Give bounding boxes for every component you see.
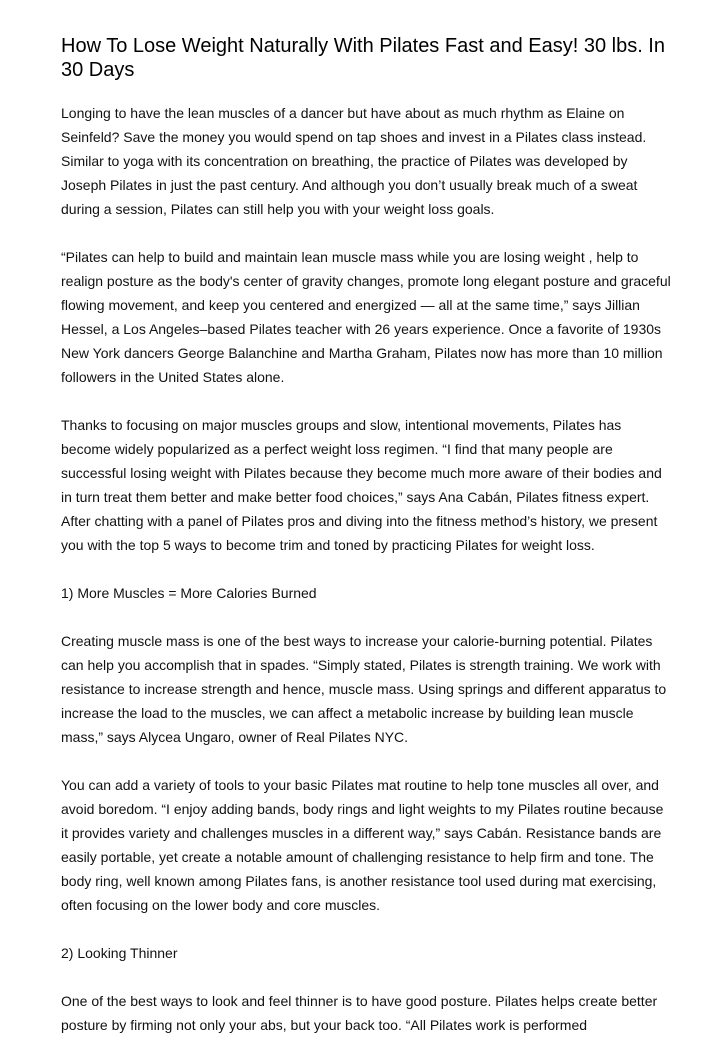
document-page xyxy=(61,34,673,1061)
paragraph-posture: One of the best ways to look and feel thinner is to have good posture. Pilates helps create better posture by firming not only your abs, but your back too. “All Pilates work is performed xyxy=(61,993,658,1033)
document-title: How To Lose Weight Naturally With Pilates Fast and Easy! 30 lbs. In 30 Days xyxy=(61,35,665,81)
paragraph-popularity: Thanks to focusing on major muscles groups and slow, intentional movements, Pilates has become widely popularized as a perfect weight loss regimen. “I find that many people are successful losing weight with Pilates because they become much more aware of their bodies and in turn treat them better and make better food choices,” says Ana Cabán, Pilates fitness expert. After chatting with a panel of Pilates pros and diving into the fitness method’s history, we present you with the top 5 ways to become trim and toned by practicing Pilates for weight loss. xyxy=(61,417,662,553)
section-heading-looking-thinner: 2) Looking Thinner xyxy=(61,945,178,961)
paragraph-intro: Longing to have the lean muscles of a dancer but have about as much rhythm as Elaine on Seinfeld? Save the money you would spend on tap shoes and invest in a Pilates class instead. Similar to yoga with its concentration on breathing, the practice of Pilates was developed by Joseph Pilates in just the past century. And although you don’t usually break much of a sweat during a session, Pilates can still help you with your weight loss goals. xyxy=(61,105,647,217)
paragraph-tools: You can add a variety of tools to your basic Pilates mat routine to help tone muscles all over, and avoid boredom. “I enjoy adding bands, body rings and light weights to my Pilates routine because it provides variety and challenges muscles in a different way,” says Cabán. Resistance bands are easily portable, yet create a notable amount of challenging resistance to help firm and tone. The body ring, well known among Pilates fans, is another resistance tool used during mat exercising, often focusing on the lower body and core muscles. xyxy=(61,777,664,913)
section-heading-more-muscles: 1) More Muscles = More Calories Burned xyxy=(61,585,317,601)
paragraph-quote-hessel: “Pilates can help to build and maintain lean muscle mass while you are losing weight , help to realign posture as the body's center of gravity changes, promote long elegant posture and graceful flowing movement, and keep you centered and energized — all at the same time,” says Jillian Hessel, a Los Angeles–based Pilates teacher with 26 years experience. Once a favorite of 1930s New York dancers George Balanchine and Martha Graham, Pilates now has more than 10 million followers in the United States alone. xyxy=(61,249,671,385)
paragraph-muscle-mass: Creating muscle mass is one of the best ways to increase your calorie-burning potential. Pilates can help you accomplish that in spades. “Simply stated, Pilates is strength training. We work with resistance to increase strength and hence, muscle mass. Using springs and different apparatus to increase the load to the muscles, we can affect a metabolic increase by building lean muscle mass,” says Alycea Ungaro, owner of Real Pilates NYC. xyxy=(61,633,667,745)
